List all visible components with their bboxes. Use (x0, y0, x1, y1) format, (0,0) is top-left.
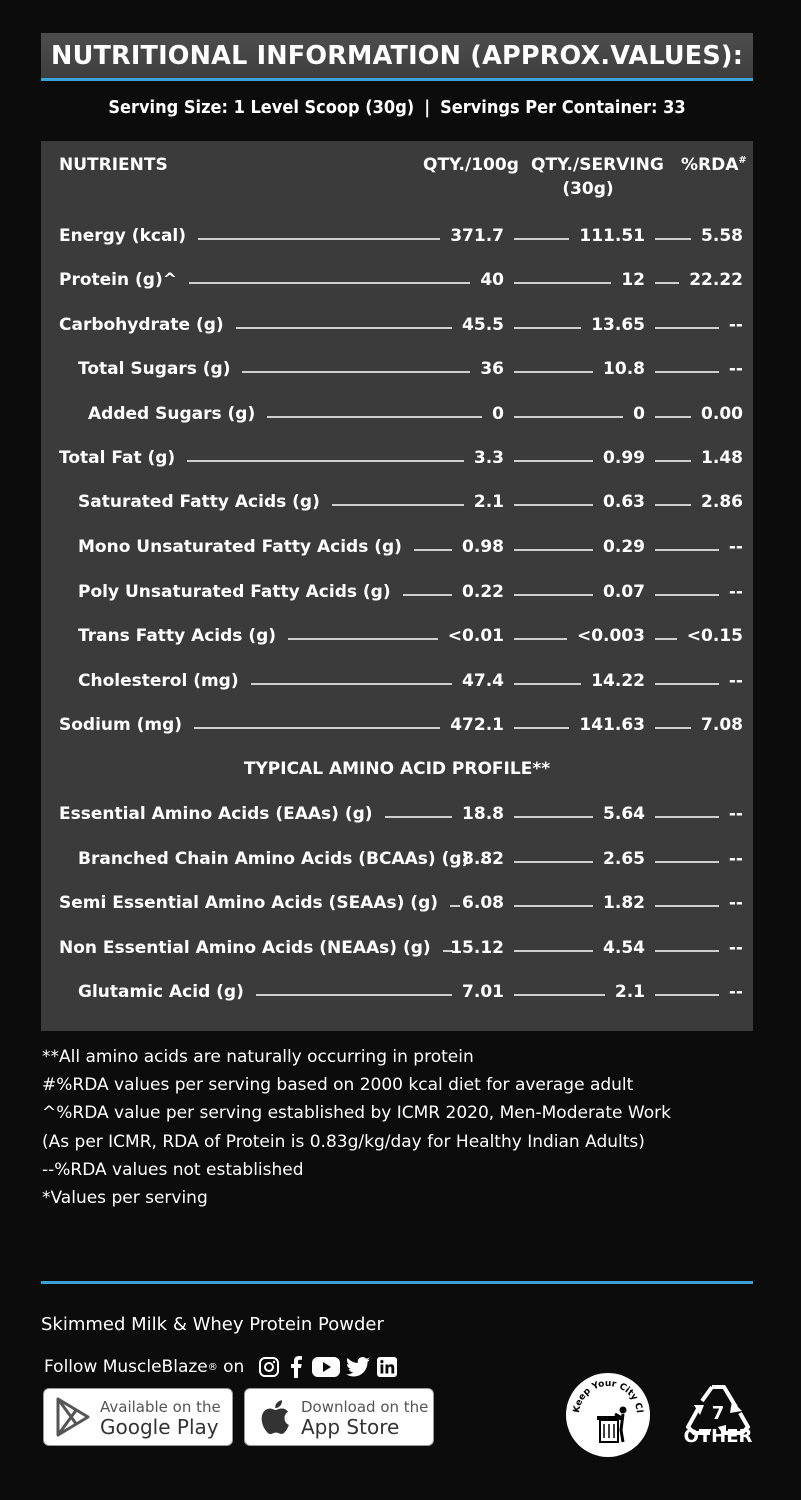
leader-line (198, 238, 440, 240)
leader-line (514, 905, 593, 907)
rda-value: -- (728, 893, 743, 913)
qty-serving-value: 2.1 (614, 982, 645, 1002)
leader-line (514, 994, 605, 996)
youtube-icon[interactable] (312, 1356, 340, 1378)
leader-line (655, 371, 719, 373)
leader-line (655, 327, 719, 329)
social-icons (258, 1356, 398, 1378)
table-row (41, 443, 753, 473)
app-store-big: App Store (301, 1415, 400, 1439)
nutrient-name: Saturated Fatty Acids (g) (78, 492, 320, 512)
servings-per-container: Servings Per Container: 33 (440, 97, 686, 118)
qty-100g-value: 371.7 (450, 226, 504, 246)
footnote: (As per ICMR, RDA of Protein is 0.83g/kg/day for Healthy Indian Adults) (42, 1131, 645, 1152)
leader-line (267, 416, 482, 418)
leader-line (189, 282, 470, 284)
qty-serving-value: 0 (633, 404, 645, 424)
nutrient-name: Total Fat (g) (59, 448, 176, 468)
qty-100g-value: 0.22 (462, 582, 504, 602)
leader-line (450, 905, 460, 907)
leader-line (655, 416, 691, 418)
rda-value: 7.08 (701, 715, 743, 735)
leader-line (655, 683, 719, 685)
rda-value: <0.15 (686, 626, 743, 646)
leader-line (655, 594, 719, 596)
nutrient-name: Total Sugars (g) (78, 359, 231, 379)
leader-line (332, 504, 464, 506)
divider (41, 1281, 753, 1284)
leader-line (655, 549, 719, 551)
google-play-button[interactable] (43, 1388, 233, 1446)
nutrient-name: Semi Essential Amino Acids (SEAAs) (g) (59, 893, 439, 913)
leader-line (187, 460, 464, 462)
table-row (41, 710, 753, 740)
leader-line (514, 727, 569, 729)
qty-100g-value: 36 (480, 359, 504, 379)
rda-value: 22.22 (689, 270, 743, 290)
leader-line (655, 905, 719, 907)
qty-100g-value: 47.4 (462, 671, 504, 691)
keep-city-clean-badge (565, 1372, 651, 1458)
leader-line (514, 950, 593, 952)
leader-line (514, 594, 593, 596)
footnote: **All amino acids are naturally occurring in protein (42, 1047, 474, 1067)
qty-serving-value: 0.99 (603, 448, 645, 468)
header-qty-serving (531, 153, 664, 201)
qty-100g-value: 3.3 (473, 448, 504, 468)
leader-line (655, 950, 719, 952)
table-row (41, 532, 753, 562)
rda-value: 2.86 (701, 492, 743, 512)
leader-line (655, 504, 691, 506)
leader-line (242, 371, 470, 373)
rda-value: 5.58 (701, 226, 743, 246)
leader-line (655, 727, 691, 729)
follow-text: Follow MuscleBlaze (44, 1357, 208, 1377)
recycle-number: 7 (711, 1403, 725, 1424)
leader-line (251, 683, 452, 685)
instagram-icon[interactable] (258, 1356, 280, 1378)
qty-serving-value: <0.003 (576, 626, 645, 646)
leader-line (514, 327, 581, 329)
recycle-label: OTHER (683, 1426, 753, 1447)
leader-line (514, 683, 581, 685)
qty-100g-value: 472.1 (450, 715, 504, 735)
leader-line (514, 861, 593, 863)
table-row (41, 666, 753, 696)
leader-line (236, 327, 452, 329)
leader-line (655, 460, 691, 462)
follow-suffix: on (217, 1357, 245, 1377)
header-rda-mark: # (738, 155, 747, 166)
qty-serving-value: 14.22 (591, 671, 645, 691)
footnotes (42, 1043, 762, 1212)
leader-line (256, 994, 452, 996)
leader-line (194, 727, 440, 729)
nutrition-table (41, 141, 753, 1031)
header-rda (681, 153, 747, 177)
page-title: NUTRITIONAL INFORMATION (APPROX.VALUES): (50, 40, 744, 71)
nutrient-name: Energy (kcal) (59, 226, 187, 246)
leader-line (385, 816, 452, 818)
leader-line (655, 816, 719, 818)
table-row (41, 577, 753, 607)
qty-serving-value: 0.29 (603, 537, 645, 557)
footnote: ^%RDA value per serving established by ICMR 2020, Men-Moderate Work (42, 1103, 671, 1124)
header-qty-100g: QTY./100g (423, 155, 519, 175)
header-qty-serving-line2: (30g) (562, 179, 614, 199)
table-row (41, 265, 753, 295)
qty-serving-value: 141.63 (579, 715, 645, 735)
title-banner (41, 33, 753, 81)
nutrient-name: Essential Amino Acids (EAAs) (g) (59, 804, 373, 824)
qty-100g-value: 18.8 (462, 804, 504, 824)
qty-100g-value: 8.82 (462, 849, 504, 869)
qty-100g-value: 0.98 (462, 537, 504, 557)
registered-mark: ® (207, 1361, 218, 1373)
nutrient-name: Trans Fatty Acids (g) (78, 626, 277, 646)
qty-serving-value: 5.64 (603, 804, 645, 824)
serving-size: Serving Size: 1 Level Scoop (30g) (108, 97, 415, 118)
qty-100g-value: 2.1 (473, 492, 504, 512)
serving-separator: | (424, 97, 431, 118)
table-row (41, 487, 753, 517)
table-row (41, 933, 753, 963)
rda-value: 1.48 (701, 448, 743, 468)
nutrient-name: Mono Unsaturated Fatty Acids (g) (78, 537, 402, 557)
table-row (41, 888, 753, 918)
qty-serving-value: 12 (621, 270, 645, 290)
leader-line (514, 282, 611, 284)
qty-100g-value: 6.08 (462, 893, 504, 913)
qty-serving-value: 0.07 (603, 582, 645, 602)
footnote: --%RDA values not established (42, 1159, 304, 1180)
qty-100g-value: 0 (492, 404, 504, 424)
qty-100g-value: 7.01 (462, 982, 504, 1002)
badge-text: Keep Your City Cl (571, 1378, 644, 1414)
rda-value: -- (728, 849, 743, 869)
facebook-icon[interactable] (285, 1356, 307, 1378)
linkedin-icon[interactable] (376, 1356, 398, 1378)
leader-line (655, 994, 719, 996)
google-play-big: Google Play (100, 1415, 219, 1439)
qty-serving-value: 1.82 (603, 893, 645, 913)
nutrient-name: Sodium (mg) (59, 715, 183, 735)
table-row (41, 844, 753, 874)
leader-line (403, 594, 452, 596)
google-play-small: Available on the (100, 1398, 221, 1416)
app-store-button[interactable] (244, 1388, 434, 1446)
nutrient-name: Poly Unsaturated Fatty Acids (g) (78, 582, 391, 602)
leader-line (514, 460, 593, 462)
nutrient-name: Non Essential Amino Acids (NEAAs) (g) (59, 938, 431, 958)
rda-value: -- (728, 359, 743, 379)
qty-100g-value: 15.12 (450, 938, 504, 958)
qty-100g-value: 45.5 (462, 315, 504, 335)
table-row (41, 310, 753, 340)
serving-info (41, 97, 753, 125)
qty-serving-value: 2.65 (603, 849, 645, 869)
leader-line (514, 549, 593, 551)
table-row (41, 621, 753, 651)
nutrient-name: Branched Chain Amino Acids (BCAAs) (g) (78, 849, 470, 869)
leader-line (288, 638, 438, 640)
table-row (41, 354, 753, 384)
qty-100g-value: 40 (480, 270, 504, 290)
nutrient-name: Carbohydrate (g) (59, 315, 224, 335)
rda-value: -- (728, 671, 743, 691)
nutrient-name: Added Sugars (g) (88, 404, 256, 424)
follow-line (44, 1356, 398, 1378)
footnote: #%RDA values per serving based on 2000 kcal diet for average adult (42, 1075, 634, 1096)
leader-line (414, 549, 452, 551)
leader-line (655, 282, 679, 284)
rda-value: -- (728, 982, 743, 1002)
app-store-small: Download on the (301, 1398, 429, 1416)
qty-serving-value: 13.65 (591, 315, 645, 335)
product-description: Skimmed Milk & Whey Protein Powder (41, 1314, 384, 1335)
rda-value: -- (728, 315, 743, 335)
leader-line (514, 416, 623, 418)
qty-serving-value: 111.51 (579, 226, 645, 246)
table-row (41, 799, 753, 829)
table-row (41, 399, 753, 429)
qty-serving-value: 0.63 (603, 492, 645, 512)
leader-line (655, 861, 719, 863)
google-play-icon (50, 1394, 96, 1440)
rda-value: 0.00 (701, 404, 743, 424)
rda-value: -- (728, 938, 743, 958)
footnote: *Values per serving (42, 1188, 208, 1209)
table-row (41, 221, 753, 251)
nutrient-name: Glutamic Acid (g) (78, 982, 244, 1002)
header-nutrients: NUTRIENTS (59, 155, 168, 175)
qty-serving-value: 4.54 (603, 938, 645, 958)
header-qty-serving-line1: QTY./SERVING (531, 155, 664, 175)
header-rda-label: %RDA (681, 155, 739, 175)
leader-line (514, 816, 593, 818)
qty-serving-value: 10.8 (603, 359, 645, 379)
nutrient-name: Protein (g)^ (59, 270, 177, 290)
table-row (41, 977, 753, 1007)
leader-line (514, 238, 569, 240)
leader-line (514, 504, 593, 506)
rda-value: -- (728, 537, 743, 557)
amino-heading: TYPICAL AMINO ACID PROFILE** (243, 759, 551, 779)
rda-value: -- (728, 804, 743, 824)
qty-100g-value: <0.01 (447, 626, 504, 646)
apple-icon (251, 1394, 297, 1440)
leader-line (514, 638, 567, 640)
rda-value: -- (728, 582, 743, 602)
leader-line (655, 638, 677, 640)
leader-line (655, 238, 691, 240)
nutrient-name: Cholesterol (mg) (78, 671, 239, 691)
twitter-icon[interactable] (345, 1356, 371, 1378)
leader-line (514, 371, 593, 373)
